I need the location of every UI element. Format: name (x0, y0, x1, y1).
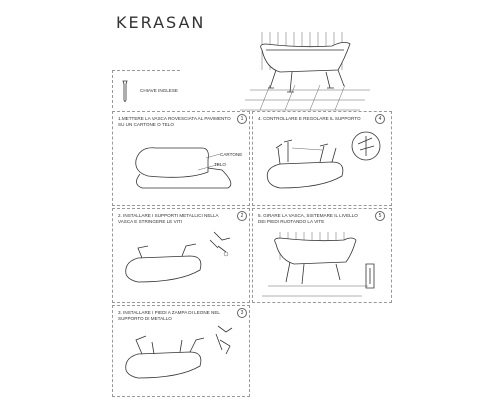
step-5-text: 5. GIRARE LA VASCA, SISTEMARE IL LIVELLO DEI PIEDI RUOTANDO LA VITE (258, 213, 358, 224)
step-3-illustration (122, 318, 246, 390)
step-4-illustration (262, 128, 386, 200)
step-5-illustration (258, 228, 390, 300)
wrench-icon (120, 80, 130, 104)
step-2-number: 2 (237, 211, 247, 221)
step-1-callout-cartone: CARTONE (220, 152, 243, 157)
step-1-number: 1 (237, 114, 247, 124)
hero-bathtub-illustration (240, 30, 380, 110)
step-1-callout-telo: TELO (214, 162, 226, 167)
tool-label: CHIAVE INGLESE (140, 88, 178, 93)
step-1-text: 1.METTERE LA VASCA ROVESCIATA AL PAVIMENTO SU UN CARTONE O TELO (118, 116, 231, 127)
step-3-text: 3. INSTALLARE I PIEDI A ZAMPA DI LEONE NEL SUPPORTO DI METALLO (118, 310, 220, 321)
step-4-number: 4 (375, 114, 385, 124)
step-2-illustration (122, 222, 246, 294)
step-3-number: 3 (237, 308, 247, 318)
step-2-text: 2. INSTALLARE I SUPPORTI METALLICI NELLA VASCA E STRINGERE LE VITI (118, 213, 219, 224)
step-5-number: 5 (375, 211, 385, 221)
step-4-text: 4. CONTROLLARE E REGOLARE IL SUPPORTO (258, 116, 361, 121)
brand-logo: KERASAN (116, 13, 206, 32)
